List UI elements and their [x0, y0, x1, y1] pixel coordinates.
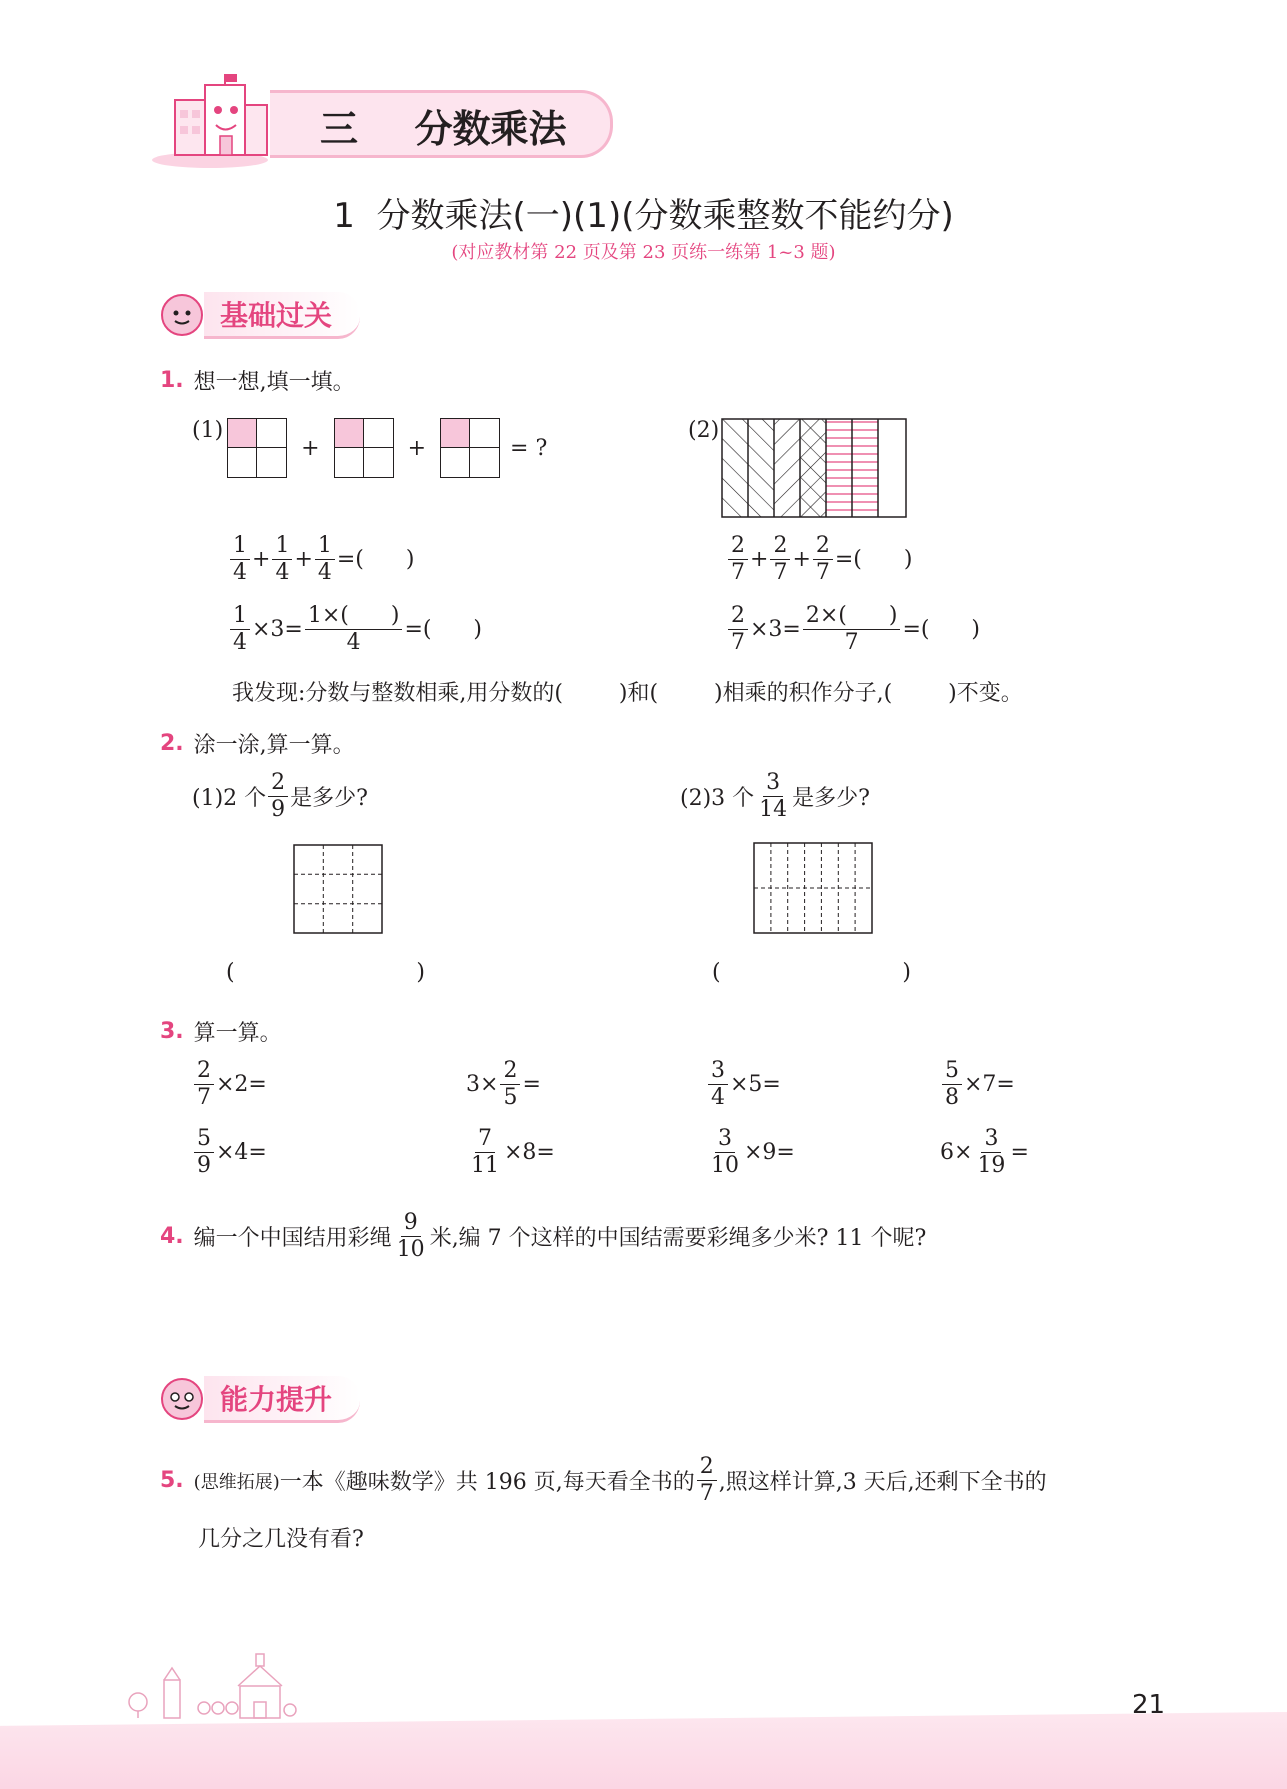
chapter-number: 三	[320, 107, 359, 151]
text-segment: 3	[763, 772, 783, 797]
text-segment: ×3=	[750, 617, 801, 642]
equals-question: = ?	[510, 435, 548, 461]
q4-prompt	[160, 1212, 926, 1261]
q5-prompt	[160, 1456, 1047, 1505]
fraction	[305, 605, 403, 654]
fraction	[813, 535, 833, 584]
chapter-title: 分数乘法	[414, 107, 567, 151]
text-segment: 1	[315, 535, 335, 560]
text-segment: 9	[271, 797, 286, 822]
quarter-square	[334, 418, 394, 478]
q1-part1-figure	[192, 418, 547, 478]
text-segment: 2×( )	[803, 605, 901, 630]
q1-eq-d	[726, 605, 980, 654]
text-segment: 10	[396, 1237, 425, 1262]
chapter-header	[150, 70, 630, 170]
fraction	[194, 1060, 214, 1109]
text-segment: 4	[233, 630, 247, 655]
q3-item	[192, 1060, 267, 1109]
answer-blank[interactable]: =( )	[834, 547, 913, 572]
quarter-square	[440, 418, 500, 478]
fraction	[803, 605, 901, 654]
text-segment: 19	[977, 1153, 1006, 1178]
q1-eq-b	[228, 605, 482, 654]
text-segment: 是多少?	[792, 786, 870, 811]
text-segment: 3×	[466, 1072, 499, 1097]
q3-item	[466, 1060, 541, 1109]
q3-text: 算一算。	[193, 1021, 282, 1046]
text-segment: 一本《趣味数学》共 196 页,每天看全书的	[279, 1470, 695, 1495]
text-segment: 米,编 7 个这样的中国结需要彩绳多少米? 11 个呢?	[429, 1226, 927, 1251]
fraction	[268, 772, 288, 821]
fraction	[756, 772, 790, 821]
text-segment: 4	[275, 560, 290, 585]
fraction	[697, 1456, 717, 1505]
footer-band	[0, 1712, 1287, 1789]
ninths-grid[interactable]	[293, 844, 383, 934]
section-basic	[160, 294, 360, 336]
text-segment: 4	[711, 1085, 725, 1110]
fraction	[708, 1128, 742, 1177]
text-segment: 7	[815, 560, 830, 585]
text-segment: 1	[230, 605, 250, 630]
text-segment: +	[792, 547, 811, 572]
text-segment: 1	[272, 535, 292, 560]
text-segment: 7	[475, 1128, 495, 1153]
lesson-title: 1 分数乘法(一)(1)(分数乘整数不能约分)	[333, 196, 954, 236]
text-segment: 2	[500, 1060, 520, 1085]
q1-eq-a	[228, 535, 414, 584]
q5-tag: (思维拓展)	[193, 1471, 280, 1493]
fraction	[394, 1212, 428, 1261]
q5-line2: 几分之几没有看?	[198, 1527, 364, 1552]
q2-answer-1[interactable]: ( )	[226, 960, 425, 985]
q2-prompt	[160, 728, 355, 759]
q3-item	[706, 1128, 795, 1177]
text-segment: 1×( )	[305, 605, 403, 630]
text-segment: 3	[715, 1128, 735, 1153]
mascot-icon	[160, 293, 204, 337]
text-segment: 10	[711, 1153, 739, 1178]
q4-number: 4.	[160, 1224, 184, 1249]
text-segment: (1)2 个	[192, 786, 267, 811]
q3-item	[940, 1060, 1015, 1109]
text-segment: 9	[401, 1212, 421, 1237]
q2-number: 2.	[160, 731, 184, 756]
text-segment: ×9=	[744, 1140, 795, 1165]
section-advanced	[160, 1378, 360, 1420]
text-segment: ×7=	[964, 1072, 1015, 1097]
q3-number: 3.	[160, 1019, 184, 1044]
building-mascot-icon	[150, 70, 280, 170]
town-decoration-icon	[120, 1650, 400, 1720]
text-segment: =	[522, 1072, 541, 1097]
text-segment: 5	[503, 1085, 518, 1110]
text-segment: 11	[471, 1153, 499, 1178]
text-segment: 1	[230, 535, 250, 560]
fraction	[468, 1128, 502, 1177]
text-segment: 是多少?	[290, 786, 368, 811]
text-segment: =	[1010, 1140, 1029, 1165]
fraction	[315, 535, 335, 584]
q2-part1	[192, 772, 368, 821]
text-segment: 2	[770, 535, 790, 560]
q1-discovery: 我发现:分数与整数相乘,用分数的( )和( )相乘的积作分子,( )不变。	[232, 681, 1023, 706]
text-segment: 7	[731, 630, 745, 655]
text-segment: 4	[233, 560, 247, 585]
q2-answer-2[interactable]: ( )	[712, 960, 911, 985]
text-segment: (2)3 个	[680, 786, 755, 811]
answer-blank[interactable]: =( )	[404, 617, 482, 642]
text-segment: 2	[728, 605, 748, 630]
text-segment: ×3=	[252, 617, 303, 642]
section-advanced-label: 能力提升	[204, 1376, 360, 1423]
text-segment: ×2=	[216, 1072, 267, 1097]
fraction	[728, 605, 748, 654]
fraction	[728, 535, 748, 584]
fraction	[194, 1128, 214, 1177]
text-segment: 2	[194, 1060, 214, 1085]
fraction	[230, 605, 250, 654]
text-segment: 7	[844, 630, 859, 655]
text-segment: ,照这样计算,3 天后,还剩下全书的	[718, 1470, 1047, 1495]
q2-text: 涂一涂,算一算。	[193, 733, 355, 758]
text-segment: 2	[268, 772, 288, 797]
text-segment: +	[252, 547, 271, 572]
q1-part2-figure	[688, 418, 907, 518]
text-segment: 编一个中国结用彩绳	[193, 1226, 392, 1251]
fraction	[942, 1060, 962, 1109]
quarter-square	[227, 418, 287, 478]
q3-item	[706, 1060, 781, 1109]
section-basic-label: 基础过关	[204, 292, 360, 339]
lesson-subtitle: (对应教材第 22 页及第 23 页练一练第 1~3 题)	[451, 242, 836, 263]
sevenths-strip	[721, 418, 907, 518]
fraction	[230, 535, 250, 584]
q3-item	[192, 1128, 267, 1177]
text-segment: ×4=	[216, 1140, 267, 1165]
text-segment: 2	[813, 535, 833, 560]
text-segment: 7	[197, 1085, 211, 1110]
text-segment: ×8=	[504, 1140, 555, 1165]
text-segment: 9	[197, 1153, 211, 1178]
page-number: 21	[1132, 1690, 1166, 1720]
q3-prompt	[160, 1016, 282, 1047]
q3-item	[466, 1128, 555, 1177]
text-segment: 7	[731, 560, 745, 585]
text-segment: 4	[317, 560, 332, 585]
q3-item	[940, 1128, 1029, 1177]
fraction	[974, 1128, 1008, 1177]
text-segment: 3	[981, 1128, 1001, 1153]
fraction	[708, 1060, 728, 1109]
q1-prompt	[160, 365, 355, 396]
text-segment: 2	[697, 1456, 717, 1481]
q1-text: 想一想,填一填。	[193, 370, 355, 395]
q5-number: 5.	[160, 1468, 184, 1493]
q1-eq-c	[726, 535, 912, 584]
answer-blank[interactable]: =( )	[336, 547, 415, 572]
fraction	[500, 1060, 520, 1109]
text-segment: 7	[773, 560, 788, 585]
text-segment: +	[750, 547, 769, 572]
answer-blank[interactable]: =( )	[902, 617, 980, 642]
plus-sign: +	[407, 435, 427, 461]
fraction	[272, 535, 292, 584]
q1-part1-label: (1)	[192, 418, 224, 443]
q2-part2	[680, 772, 870, 821]
text-segment: 4	[346, 630, 361, 655]
q1-part2-label: (2)	[688, 418, 720, 443]
text-segment: 5	[942, 1060, 962, 1085]
plus-sign: +	[301, 435, 320, 461]
text-segment: 14	[759, 797, 788, 822]
fraction	[770, 535, 790, 584]
text-segment: 8	[945, 1085, 959, 1110]
text-segment: ×5=	[730, 1072, 781, 1097]
text-segment: 6×	[940, 1140, 973, 1165]
q1-number: 1.	[160, 368, 184, 393]
text-segment: +	[294, 547, 313, 572]
text-segment: 7	[699, 1481, 714, 1506]
fourteenths-grid[interactable]	[753, 842, 873, 934]
text-segment: 5	[194, 1128, 214, 1153]
text-segment: 2	[728, 535, 748, 560]
text-segment: 3	[708, 1060, 728, 1085]
mascot-icon	[160, 1377, 204, 1421]
